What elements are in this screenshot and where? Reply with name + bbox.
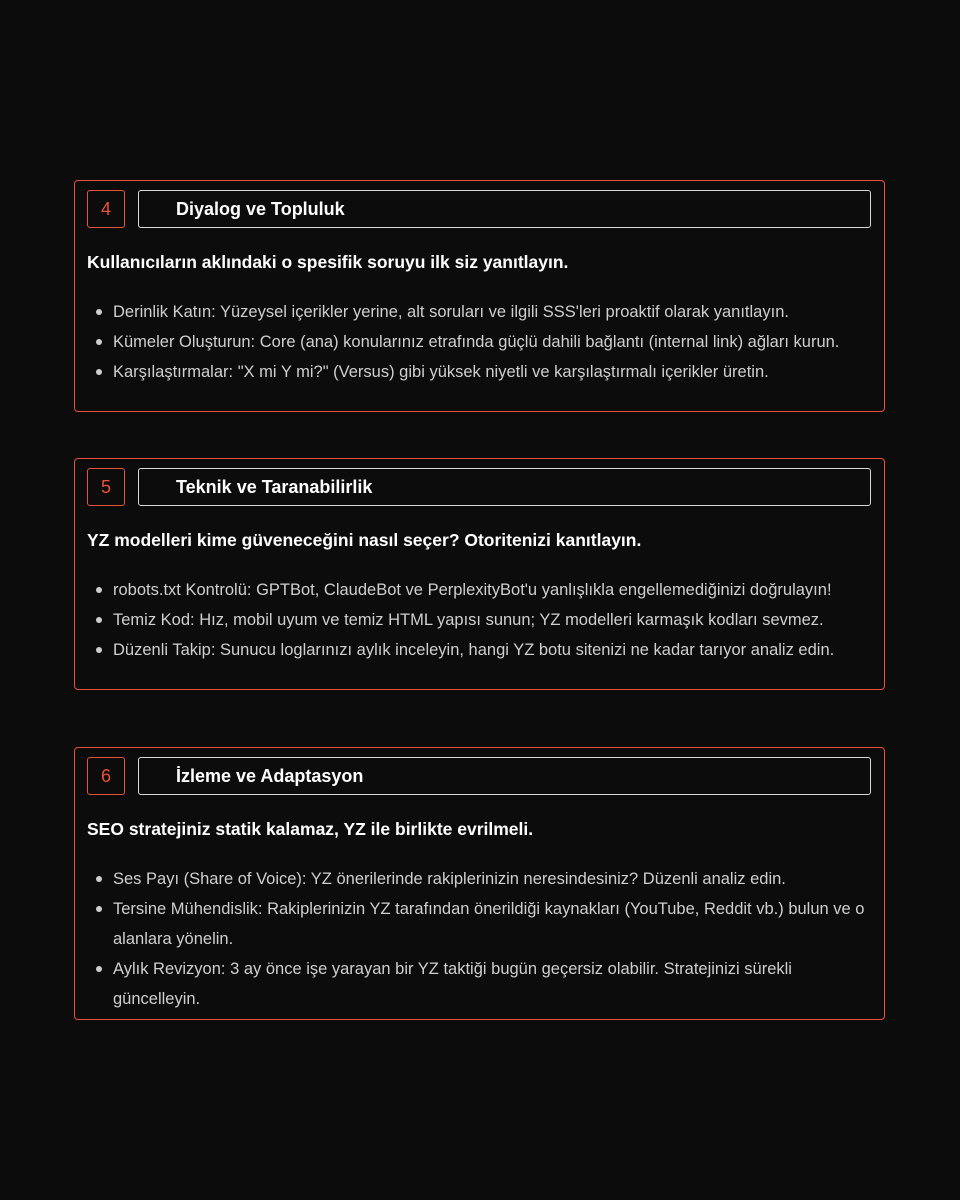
list-item: Derinlik Katın: Yüzeysel içerikler yerine, alt soruları ve ilgili SSS'leri proaktif olarak yanıtlayın. <box>87 297 872 327</box>
list-item: robots.txt Kontrolü: GPTBot, ClaudeBot ve PerplexityBot'u yanlışlıkla engellemediğinizi doğrulayın! <box>87 575 872 605</box>
step-title: İzleme ve Adaptasyon <box>138 757 871 795</box>
step-card-5 <box>74 458 885 690</box>
step-number-badge: 6 <box>87 757 125 795</box>
list-item: Temiz Kod: Hız, mobil uyum ve temiz HTML yapısı sunun; YZ modelleri karmaşık kodları sevmez. <box>87 605 872 635</box>
step-card-4 <box>74 180 885 412</box>
step-points-list <box>87 297 872 387</box>
step-subtitle: Kullanıcıların aklındaki o spesifik soruyu ilk siz yanıtlayın. <box>87 252 569 272</box>
step-title: Diyalog ve Topluluk <box>138 190 871 228</box>
step-points-list <box>87 575 872 665</box>
list-item: Aylık Revizyon: 3 ay önce işe yarayan bir YZ taktiği bugün geçersiz olabilir. Stratejinizi sürekli güncelleyin. <box>87 954 872 1014</box>
step-points-list <box>87 864 872 1014</box>
step-card-6 <box>74 747 885 1020</box>
list-item: Karşılaştırmalar: "X mi Y mi?" (Versus) gibi yüksek niyetli ve karşılaştırmalı içerikler üretin. <box>87 357 872 387</box>
step-subtitle: YZ modelleri kime güveneceğini nasıl seçer? Otoritenizi kanıtlayın. <box>87 530 642 550</box>
step-number-badge: 4 <box>87 190 125 228</box>
list-item: Düzenli Takip: Sunucu loglarınızı aylık inceleyin, hangi YZ botu sitenizi ne kadar tarıyor analiz edin. <box>87 635 872 665</box>
list-item: Tersine Mühendislik: Rakiplerinizin YZ tarafından önerildiği kaynakları (YouTube, Reddit vb.) bulun ve o alanlara yönelin. <box>87 894 872 954</box>
list-item: Kümeler Oluşturun: Core (ana) konularınız etrafında güçlü dahili bağlantı (internal link) ağları kurun. <box>87 327 872 357</box>
step-title: Teknik ve Taranabilirlik <box>138 468 871 506</box>
list-item: Ses Payı (Share of Voice): YZ önerilerinde rakiplerinizin neresindesiniz? Düzenli analiz edin. <box>87 864 872 894</box>
step-number-badge: 5 <box>87 468 125 506</box>
step-subtitle: SEO stratejiniz statik kalamaz, YZ ile birlikte evrilmeli. <box>87 819 534 839</box>
